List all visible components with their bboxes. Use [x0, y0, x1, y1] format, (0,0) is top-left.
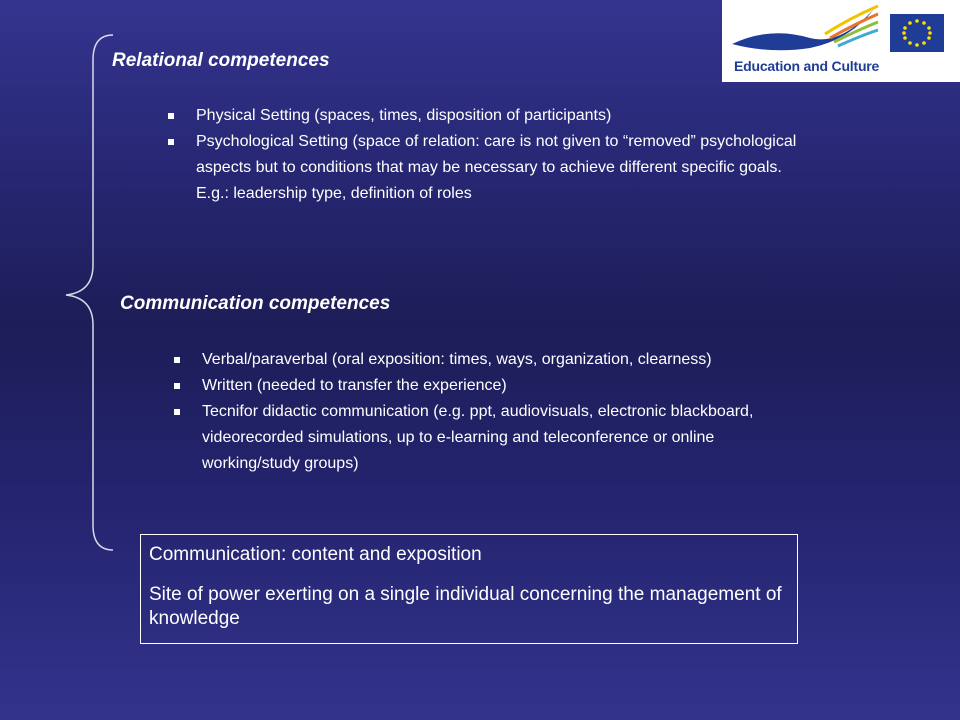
eu-flag-icon: [890, 14, 944, 52]
curly-brace: [58, 30, 118, 555]
communication-heading: Communication competences: [120, 293, 391, 314]
relational-list: [160, 103, 800, 207]
summary-line-1: Communication: content and exposition: [149, 544, 482, 565]
list-item: Tecnifor didactic communication (e.g. ppt, audiovisuals, electronic blackboard, videorecorded simulations, up to e-learning and teleconference or online working/study groups): [166, 399, 766, 477]
list-item: Psychological Setting (space of relation: care is not given to “removed” psychological aspects but to conditions that may be necessary to achieve different specific goals. E.g.: leadership type, definition of roles: [160, 129, 800, 207]
summary-box: [140, 534, 798, 644]
bullet-icon: [174, 357, 180, 363]
list-item: Verbal/paraverbal (oral exposition: times, ways, organization, clearness): [166, 347, 766, 373]
swoosh-icon: [730, 4, 880, 56]
communication-list: [166, 347, 766, 477]
summary-line-2: Site of power exerting on a single individual concerning the management of knowledge: [149, 584, 782, 629]
list-item: Physical Setting (spaces, times, disposition of participants): [160, 103, 800, 129]
bullet-icon: [168, 113, 174, 119]
bullet-icon: [168, 139, 174, 145]
relational-heading: Relational competences: [112, 50, 330, 71]
logo-label: Education and Culture: [734, 58, 880, 74]
education-and-culture-logo: [722, 0, 960, 82]
list-item: Written (needed to transfer the experience): [166, 373, 766, 399]
bullet-icon: [174, 409, 180, 415]
bullet-icon: [174, 383, 180, 389]
